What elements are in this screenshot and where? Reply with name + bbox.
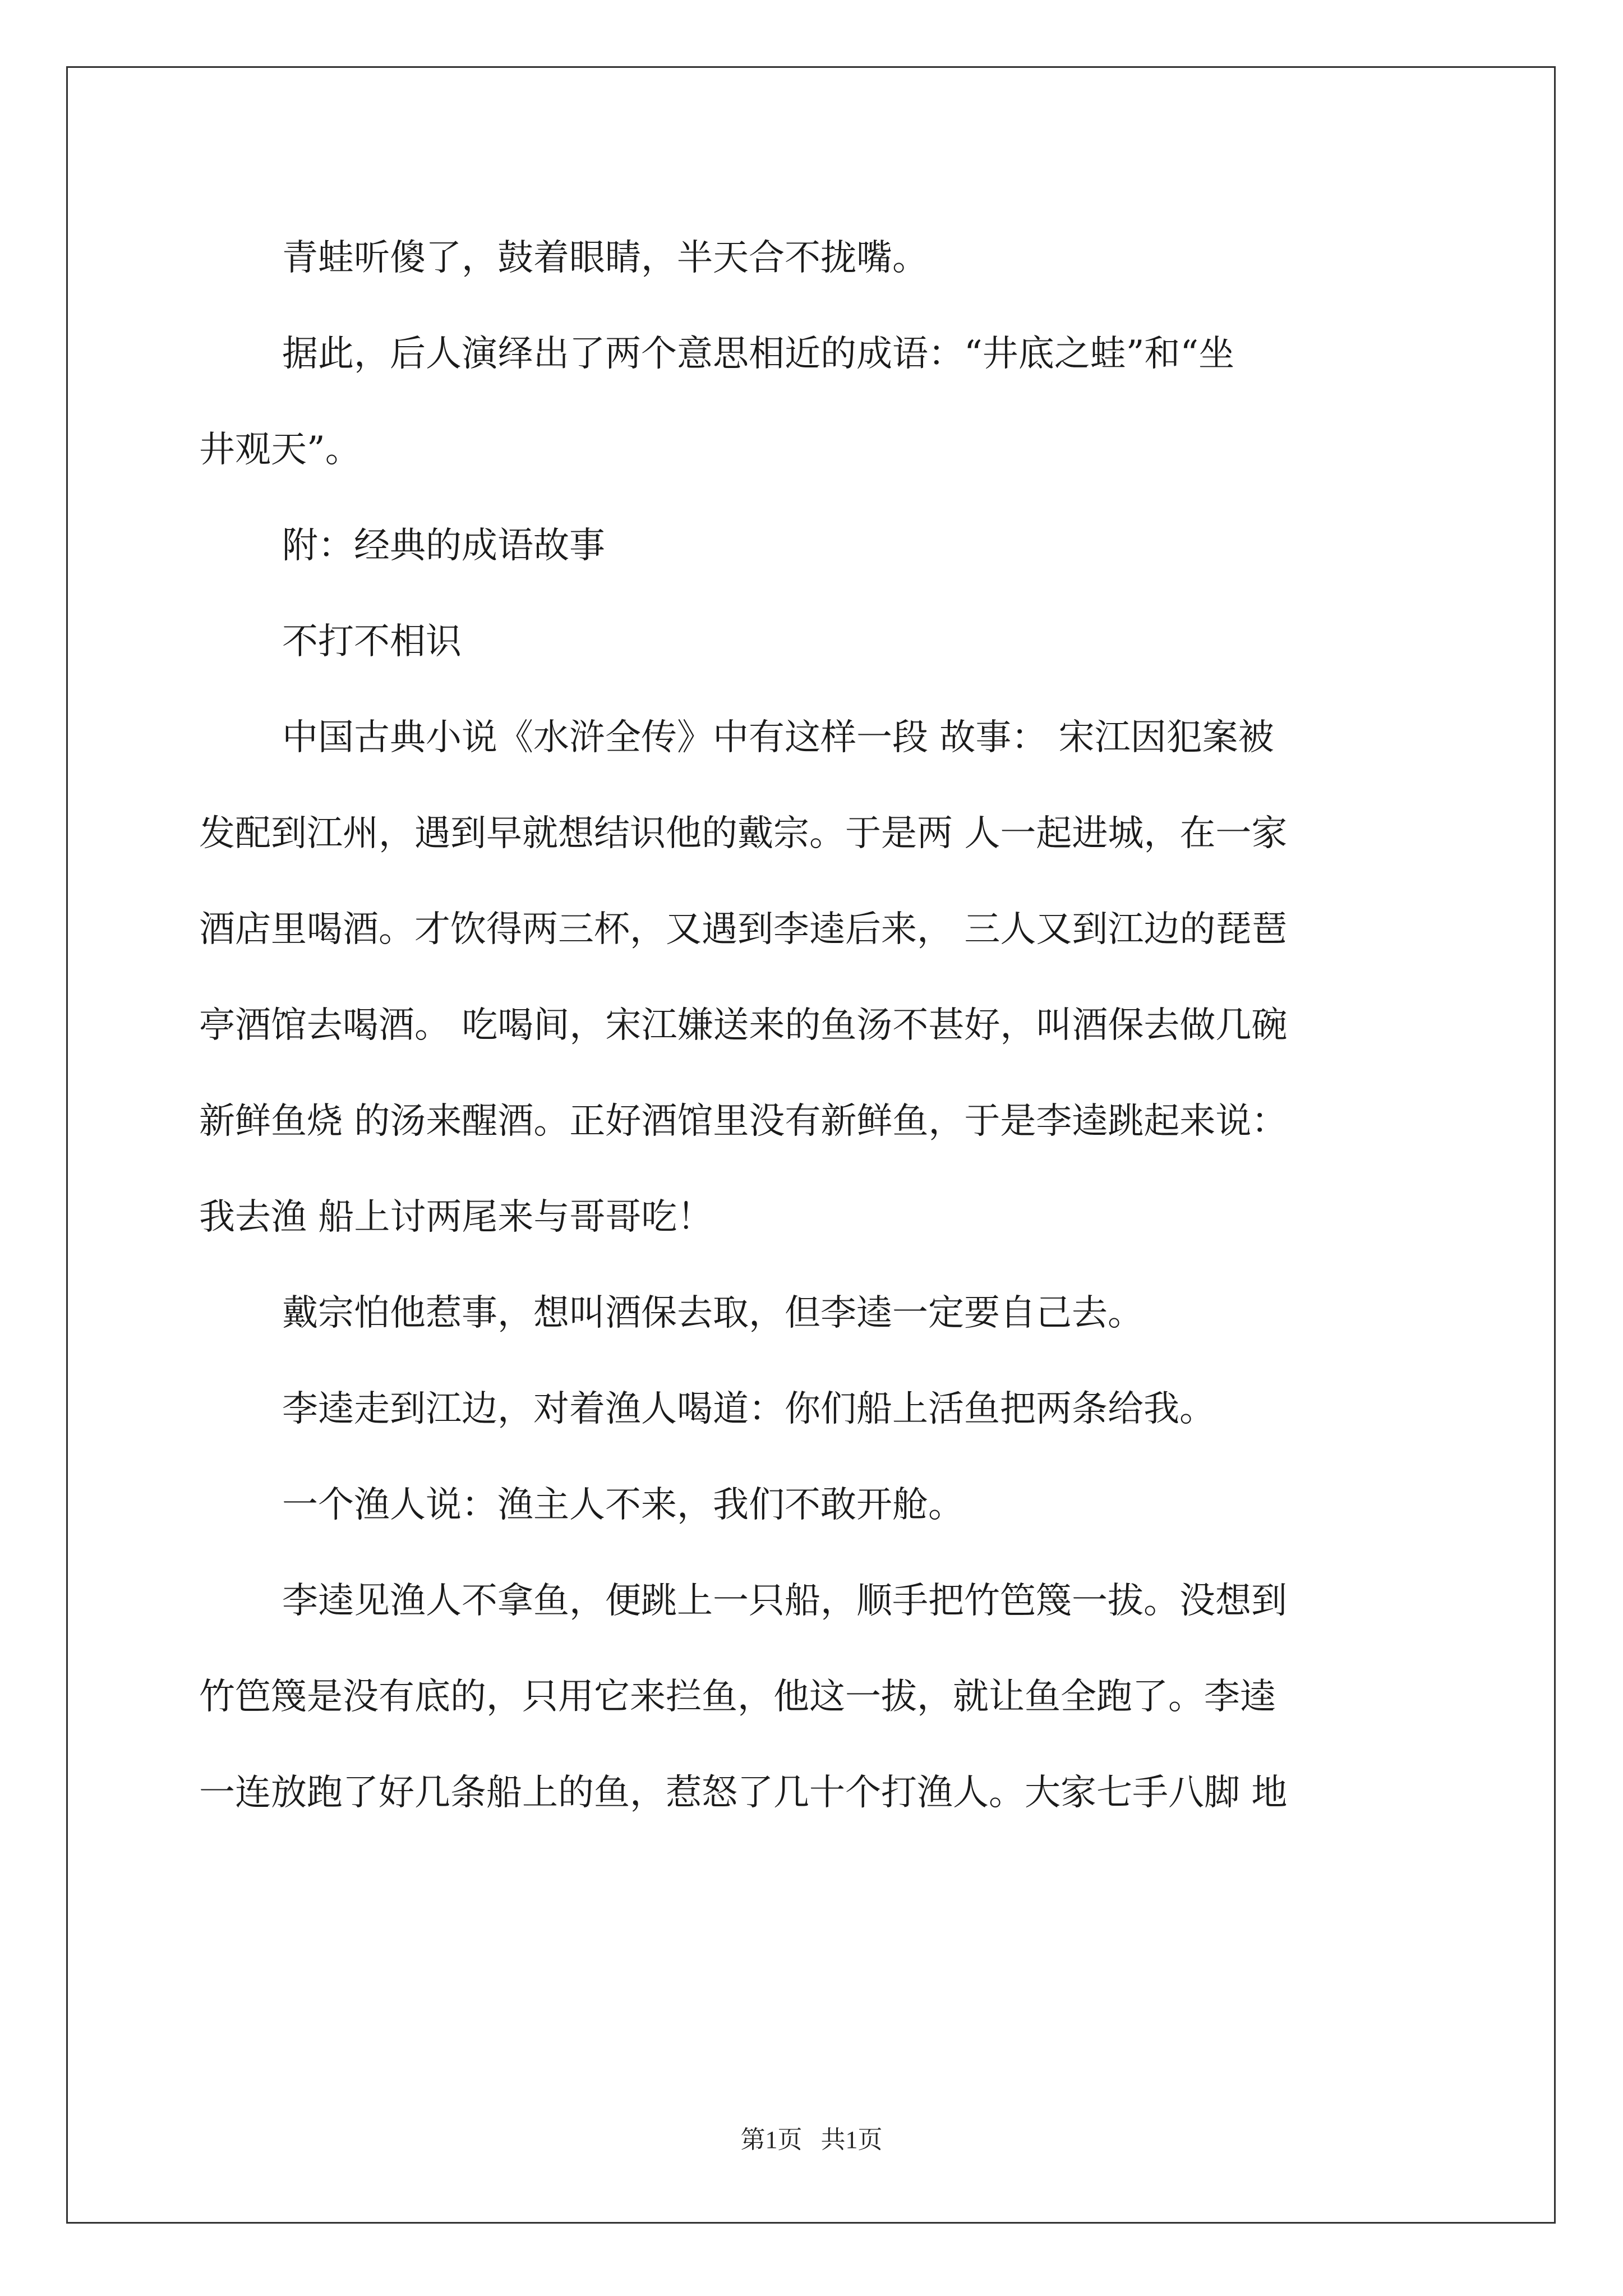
text-line-16: 竹笆篾是没有底的，只用它来拦鱼，他这一拔，就让鱼全跑了。李逵 (199, 1676, 1276, 1718)
text-line-4: 附：经典的成语故事 (282, 525, 605, 567)
text-line-9: 亭酒馆去喝酒。 吃喝间，宋江嫌送来的鱼汤不甚好，叫酒保去做几碗 (199, 1005, 1288, 1046)
page-footer (0, 2119, 1623, 2155)
text-line-11: 我去渔 船上讨两尾来与哥哥吃！ (199, 1197, 713, 1238)
document-body (199, 210, 1427, 1841)
page-total: 共1页 (820, 2126, 883, 2154)
text-line-10: 新鲜鱼烧 的汤来醒酒。正好酒馆里没有新鲜鱼，于是李逵跳起来说： (199, 1101, 1288, 1142)
text-line-1: 青蛙听傻了，鼓着眼睛，半天合不拢嘴。 (282, 237, 928, 279)
text-line-6: 中国古典小说《水浒全传》中有这样一段 故事： 宋江因犯案被 (282, 717, 1274, 758)
text-line-13: 李逵走到江边，对着渔人喝道：你们船上活鱼把两条给我。 (282, 1388, 1215, 1430)
text-line-14: 一个渔人说：渔主人不来，我们不敢开舱。 (282, 1484, 964, 1526)
text-line-12: 戴宗怕他惹事，想叫酒保去取，但李逵一定要自己去。 (282, 1292, 1144, 1334)
text-line-7: 发配到江州，遇到早就想结识他的戴宗。于是两 人一起进城，在一家 (199, 813, 1288, 854)
page-number: 第1页 (740, 2126, 803, 2154)
text-line-15: 李逵见渔人不拿鱼，便跳上一只船，顺手把竹笆篾一拔。没想到 (282, 1580, 1287, 1622)
text-line-2: 据此，后人演绎出了两个意思相近的成语：“井底之蛙”和“坐 (282, 333, 1235, 375)
text-line-17: 一连放跑了好几条船上的鱼，惹怒了几十个打渔人。大家七手八脚 地 (199, 1772, 1288, 1814)
text-line-3: 井观天”。 (199, 429, 361, 471)
text-line-8: 酒店里喝酒。才饮得两三杯，又遇到李逵后来， 三人又到江边的琵琶 (199, 909, 1288, 950)
section-title: 不打不相识 (282, 621, 462, 662)
